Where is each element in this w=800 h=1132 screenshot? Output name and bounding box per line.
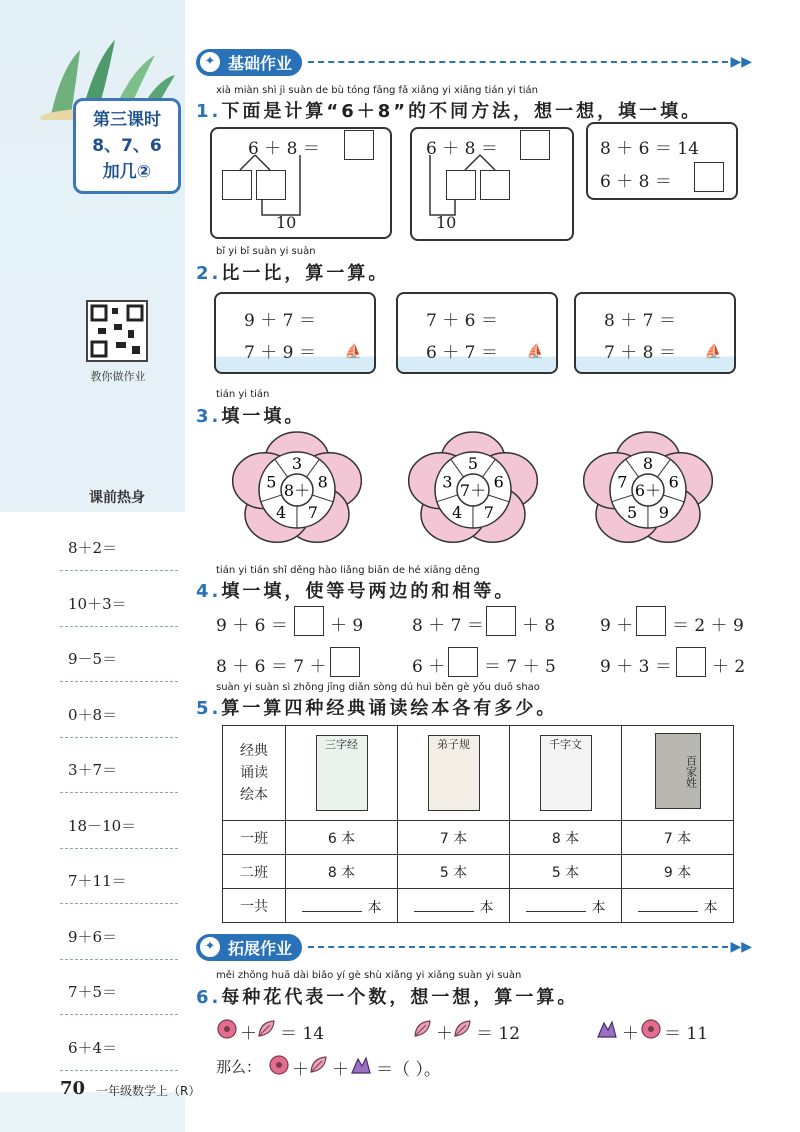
warmup-item: 6＋4＝: [68, 1038, 118, 1057]
q2-expr: 7 ＋ 6 ＝: [426, 311, 498, 331]
purple-flower-icon: [596, 1018, 618, 1040]
table-cell: 8 本: [286, 855, 398, 889]
leaf-flower-icon: [452, 1018, 474, 1040]
table-cell[interactable]: 本: [622, 889, 734, 923]
q1-expr-1: 6 ＋ 8 ＝: [248, 139, 320, 159]
lightbulb-icon: ✦: [198, 935, 222, 959]
warmup-item: 8＋2＝: [68, 539, 118, 557]
lightbulb-icon: ✦: [198, 50, 222, 74]
q2-expr: 7 ＋ 9 ＝: [244, 343, 316, 363]
table-cell: 7 本: [622, 821, 734, 855]
flower-number: 3: [291, 454, 303, 473]
sailboat-icon: ⛵: [344, 344, 362, 360]
q5-table: [222, 725, 734, 923]
section-title: 基础作业: [228, 53, 293, 73]
plus: ＋: [240, 1024, 257, 1044]
warmup-item: 3＋7＝: [68, 761, 118, 779]
q4-blank-1[interactable]: [294, 606, 324, 636]
q6-eq2-result: ＝ 12: [476, 1024, 521, 1044]
section-header-extend: [196, 934, 752, 960]
warmup-answer-line[interactable]: [60, 681, 178, 682]
q1-expr-2: 6 ＋ 8 ＝: [426, 139, 498, 159]
warmup-answer-line[interactable]: [60, 848, 178, 849]
arrow-icon: ▶▶: [730, 54, 752, 70]
flower-number: 5: [266, 472, 277, 492]
q1-pinyin: xià miàn shì jì suàn de bù tóng fāng fǎ xiǎng yi xiǎng tián yi tián: [216, 85, 539, 96]
flower-number: 8: [642, 454, 654, 473]
flower-number: 5: [467, 454, 479, 473]
table-cell: 5 本: [510, 855, 622, 889]
warmup-item: 9＋6＝: [68, 927, 118, 946]
pink-flower-icon: [268, 1054, 290, 1076]
q6-eq3-result: ＝ 11: [664, 1024, 709, 1044]
q6-final-answer[interactable]: ＝（ ）。: [376, 1060, 441, 1080]
plus: ＋: [292, 1060, 309, 1080]
sailboat-icon: ⛵: [704, 344, 722, 360]
q4-blank-4[interactable]: [330, 647, 360, 677]
q3-text: 3.填一填。: [196, 406, 306, 427]
q6-eq1-result: ＝ 14: [280, 1024, 325, 1044]
q1-split-box-2b[interactable]: [480, 170, 510, 200]
q4-r1-f: ＝ 2 ＋ 9: [672, 616, 744, 636]
q4-r2-c: ＝ 7 ＋ 5: [484, 657, 556, 677]
q1-expr-3a: 8 ＋ 6 ＝ 14: [600, 139, 699, 159]
q1-split-box-1b[interactable]: [256, 170, 286, 200]
table-cell: 9 本: [622, 855, 734, 889]
q1-answer-3[interactable]: [694, 162, 724, 192]
flower-center-label: 6＋: [634, 481, 662, 500]
q1-ten-1: 10: [276, 213, 297, 232]
book-cell-3: [510, 726, 622, 821]
book-title: 一年级数学上（R）: [96, 1084, 201, 1098]
q5-text: 5.算一算四种经典诵读绘本各有多少。: [196, 698, 558, 719]
book-cell-4: [622, 726, 734, 821]
table-cell[interactable]: 本: [398, 889, 510, 923]
sailboat-icon: ⛵: [526, 344, 544, 360]
flower-number: 7: [617, 472, 628, 492]
then-label: 那么：: [216, 1058, 262, 1076]
book-cell-2: [398, 726, 510, 821]
warmup-item: 7＋11＝: [68, 872, 127, 890]
plus: ＋: [332, 1060, 349, 1080]
table-cell: 6 本: [286, 821, 398, 855]
warmup-answer-line[interactable]: [60, 903, 178, 904]
q5-pinyin: suàn yi suàn sì zhǒng jīng diǎn sòng dú huì běn gè yǒu duō shao: [216, 682, 540, 693]
flower-number: 8: [317, 472, 328, 492]
q4-blank-5[interactable]: [448, 647, 478, 677]
flower-puzzle: [408, 430, 538, 550]
warmup-answer-line[interactable]: [60, 1014, 178, 1015]
pink-flower-icon: [216, 1018, 238, 1040]
plus: ＋: [436, 1024, 453, 1044]
leaf-flower-icon: [308, 1054, 330, 1076]
leaf-flower-icon: [256, 1018, 278, 1040]
book-cell-1: [286, 726, 398, 821]
pink-flower-icon: [640, 1018, 662, 1040]
q1-answer-1[interactable]: [344, 130, 374, 160]
warmup-item: 18－10＝: [68, 816, 137, 835]
q1-split-box-1a[interactable]: [222, 170, 252, 200]
q2-expr: 7 ＋ 8 ＝: [604, 343, 676, 363]
lesson-topic-line2: 加几②: [102, 162, 152, 182]
table-row: [223, 889, 734, 923]
row-label: 一共: [223, 889, 286, 923]
qr-code-icon[interactable]: [86, 300, 148, 362]
flower-center-label: 8＋: [283, 481, 311, 500]
warmup-answer-line[interactable]: [60, 570, 178, 571]
table-cell: 7 本: [398, 821, 510, 855]
q4-r1-b: ＋ 9: [330, 616, 364, 636]
q4-r2-b: 6 ＋: [412, 657, 446, 677]
q2-box: [214, 292, 376, 374]
row-label: 二班: [223, 855, 286, 889]
q6-pinyin: měi zhǒng huā dài biǎo yí gè shù xiǎng yi xiǎng suàn yi suàn: [216, 970, 522, 981]
flower-puzzle: [583, 430, 713, 550]
section-title: 拓展作业: [228, 938, 293, 958]
flower-number: 4: [452, 502, 463, 522]
table-cell[interactable]: 本: [510, 889, 622, 923]
book-cover-4: 百家姓: [655, 733, 701, 809]
q2-box: [396, 292, 558, 374]
warmup-answer-line[interactable]: [60, 1070, 178, 1071]
book-cover-3: 千字文: [540, 735, 592, 811]
q4-r1-a: 9 ＋ 6 ＝: [216, 616, 288, 636]
row-label: 一班: [223, 821, 286, 855]
q4-r1-d: ＋ 8: [522, 616, 556, 636]
q2-expr: 6 ＋ 7 ＝: [426, 343, 498, 363]
warmup-item: 0＋8＝: [68, 705, 118, 724]
q4-text: 4.填一填，使等号两边的和相等。: [196, 581, 516, 602]
flower-number: 5: [627, 502, 638, 522]
table-cell[interactable]: 本: [286, 889, 398, 923]
q4-r1-c: 8 ＋ 7 ＝: [412, 616, 484, 636]
q4-r2-a: 8 ＋ 6 ＝ 7 ＋: [216, 657, 327, 677]
q4-pinyin: tián yi tián shǐ děng hào liǎng biān de hé xiāng děng: [216, 565, 480, 576]
q2-expr: 8 ＋ 7 ＝: [604, 311, 676, 331]
q4-blank-3[interactable]: [636, 606, 666, 636]
warmup-item: 10＋3＝: [68, 594, 127, 613]
book-cover-1: 三字经: [316, 735, 368, 811]
flower-center-label: 7＋: [459, 481, 487, 500]
lesson-topic-line1: 8、7、6: [92, 136, 162, 156]
q4-blank-2[interactable]: [486, 606, 516, 636]
warmup-answer-line[interactable]: [60, 959, 178, 960]
q6-text: 6.每种花代表一个数，想一想，算一算。: [196, 987, 579, 1008]
q4-blank-6[interactable]: [676, 647, 706, 677]
q1-text: 1.下面是计算“6＋8”的不同方法，想一想，填一填。: [196, 101, 703, 122]
flower-number: 6: [668, 472, 679, 492]
leaf-flower-icon: [412, 1018, 434, 1040]
q2-box: [574, 292, 736, 374]
warmup-answer-line[interactable]: [60, 737, 178, 738]
q2-text: 2.比一比，算一算。: [196, 263, 390, 284]
flower-number: 9: [658, 502, 669, 522]
book-cover-2: 弟子规: [428, 735, 480, 811]
lesson-title-box: [73, 98, 181, 194]
table-row: [223, 855, 734, 889]
section-header-basic: [196, 49, 752, 75]
flower-number: 3: [442, 472, 453, 492]
purple-flower-icon: [350, 1054, 372, 1076]
warmup-title: 课前热身: [89, 490, 145, 506]
flower-number: 4: [276, 502, 287, 522]
table-cell: 8 本: [510, 821, 622, 855]
flower-number: 7: [483, 502, 494, 522]
qr-label: 教你做作业: [90, 370, 146, 383]
flower-number: 7: [307, 502, 318, 522]
q4-r2-e: ＋ 2: [712, 657, 746, 677]
flower-number: 6: [493, 472, 504, 492]
q3-pinyin: tián yi tián: [216, 389, 270, 400]
warmup-answer-line[interactable]: [60, 792, 178, 793]
q2-pinyin: bǐ yi bǐ suàn yi suàn: [216, 246, 316, 257]
lesson-number: 第三课时: [93, 110, 161, 130]
q4-r2-d: 9 ＋ 3 ＝: [600, 657, 672, 677]
warmup-item: 7＋5＝: [68, 983, 118, 1001]
q1-expr-3b: 6 ＋ 8 ＝: [600, 172, 672, 192]
page-number: 70: [60, 1078, 86, 1099]
q2-expr: 9 ＋ 7 ＝: [244, 311, 316, 331]
q1-split-box-2a[interactable]: [446, 170, 476, 200]
table-row: [223, 821, 734, 855]
q4-r1-e: 9 ＋: [600, 616, 634, 636]
warmup-item: 9－5＝: [68, 650, 118, 668]
plus: ＋: [622, 1024, 639, 1044]
arrow-icon: ▶▶: [730, 939, 752, 955]
warmup-answer-line[interactable]: [60, 626, 178, 627]
flower-puzzle: [232, 430, 362, 550]
q5-header-cell: 经典诵读绘本: [223, 726, 286, 821]
table-cell: 5 本: [398, 855, 510, 889]
q1-ten-2: 10: [436, 213, 457, 232]
